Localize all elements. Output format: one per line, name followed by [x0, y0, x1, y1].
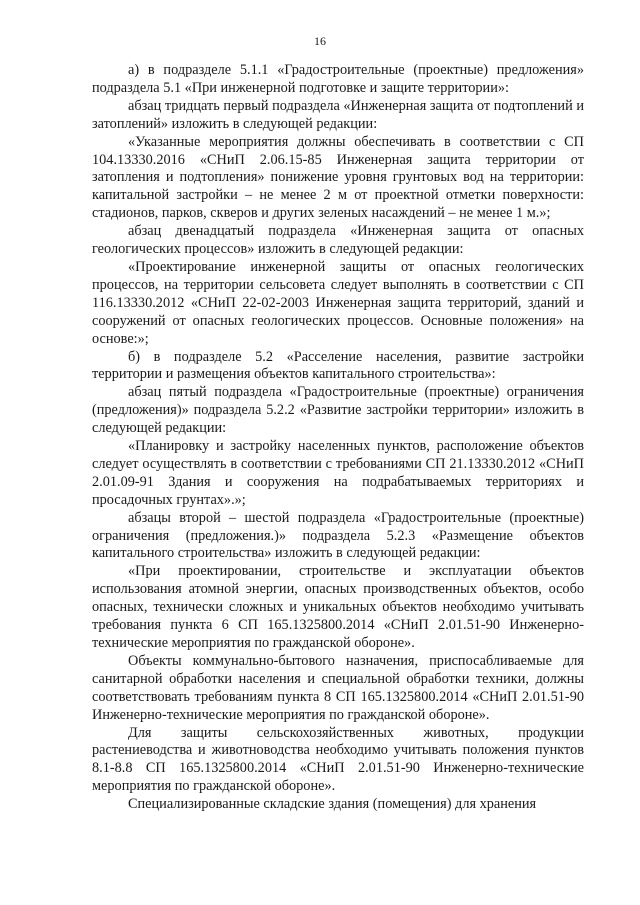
paragraph: «Планировку и застройку населенных пунктов, расположение объектов следует осуществлять в соответствии с требованиями СП 21.13330.2012 «СНиП 2.01.09-91 Здания и сооружения на подрабатываемых территориях и просадочных грунтах».»;	[92, 438, 584, 508]
paragraph: абзац тридцать первый подраздела «Инженерная защита от подтоплений и затоплений» изложить в следующей редакции:	[92, 97, 584, 132]
paragraph: абзацы второй – шестой подраздела «Градостроительные (проектные) ограничения (предложения.)» подраздела 5.2.3 «Размещение объектов капитального строительства» изложить в следующей редакции:	[92, 509, 584, 562]
paragraph: Для защиты сельскохозяйственных животных, продукции растениеводства и животноводства необходимо учитывать положения пунктов 8.1-8.8 СП 165.1325800.2014 «СНиП 2.01.51-90 Инженерно-технические мероприятия по гражданской обороне».	[92, 724, 584, 795]
paragraph: «Указанные мероприятия должны обеспечивать в соответствии с СП 104.13330.2016 «СНиП 2.06.15-85 Инженерная защита территории от затопления и подтопления» понижение уровня грунтовых вод на территории: капитальной застройки – не менее 2 м от проектной отметки поверхности: стадионов, парков, скверов и других зеленых насаждений – не менее 1 м.»;	[92, 133, 584, 222]
document-body	[92, 62, 584, 814]
paragraph: абзац пятый подраздела «Градостроительные (проектные) ограничения (предложения)» подраздела 5.2.2 «Развитие застройки территории» изложить в следующей редакции:	[92, 384, 584, 437]
paragraph: «При проектировании, строительстве и эксплуатации объектов использования атомной энергии, опасных производственных объектов, особо опасных, технически сложных и уникальных объектов необходимо учитывать требования пункта 6 СП 165.1325800.2014 «СНиП 2.01.51-90 Инженерно-технические мероприятия по гражданской обороне».	[92, 563, 584, 651]
paragraph: б) в подразделе 5.2 «Расселение населения, развитие застройки территории и размещения объектов капитального строительства»:	[92, 348, 584, 383]
paragraph: Специализированные складские здания (помещения) для хранения	[128, 796, 537, 813]
paragraph: а) в подразделе 5.1.1 «Градостроительные (проектные) предложения» подраздела 5.1 «При инженерной подготовке и защите территории»:	[92, 62, 584, 96]
page-number: 16	[314, 34, 326, 48]
paragraph: «Проектирование инженерной защиты от опасных геологических процессов, на территории сельсовета следует выполнять в соответствии с СП 116.13330.2012 «СНиП 22-02-2003 Инженерная защита территорий, зданий и сооружений от опасных геологических процессов. Основные положения» на основе:»;	[92, 258, 584, 347]
paragraph: абзац двенадцатый подраздела «Инженерная защита от опасных геологических процессов» изложить в следующей редакции:	[92, 223, 584, 258]
paragraph: Объекты коммунально-бытового назначения, приспосабливаемые для санитарной обработки населения и специальной обработки техники, должны соответствовать требованиям пункта 8 СП 165.1325800.2014 «СНиП 2.01.51-90 Инженерно-технические мероприятия по гражданской обороне».	[92, 652, 584, 723]
